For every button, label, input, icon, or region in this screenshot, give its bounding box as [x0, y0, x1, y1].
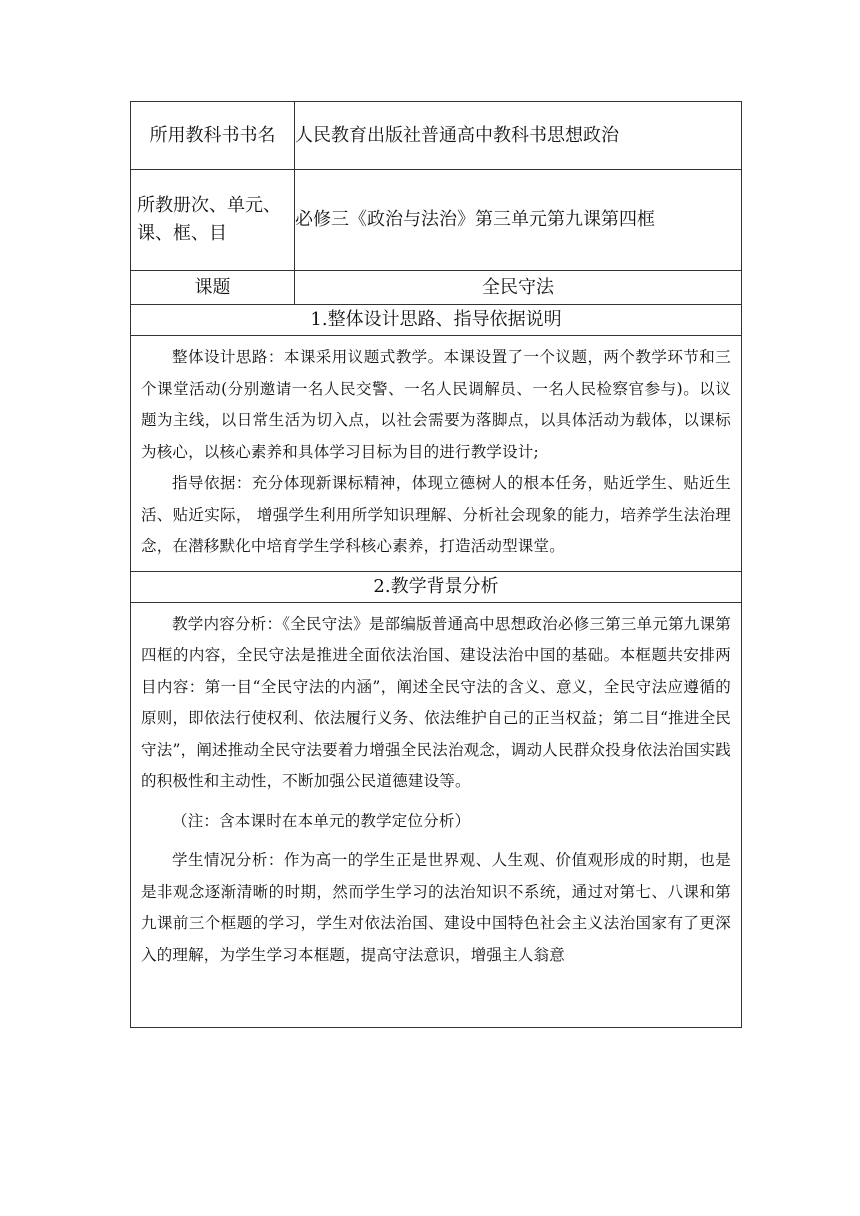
volume-label: 所教册次、单元、课、框、目 [131, 170, 295, 271]
textbook-label: 所用教科书书名 [131, 102, 295, 170]
note-paragraph: （注：含本课时在本单元的教学定位分析） [172, 811, 471, 830]
guidance-paragraph: 指导依据：充分体现新课标精神，体现立德树人的根本任务，贴近学生、贴近生活、贴近实际， 增强学生利用所学知识理解、分析社会现象的能力，培养学生法治理念，在潜移默化中培育学生学科核心素养，打造活动型课堂。 [141, 474, 731, 555]
section2-body [131, 602, 742, 1027]
section2-body-row [131, 602, 742, 1027]
section1-body-row [131, 336, 742, 572]
section1-body [131, 336, 742, 572]
topic-value: 全民守法 [295, 271, 742, 305]
student-analysis-paragraph: 学生情况分析：作为高一的学生正是世界观、人生观、价值观形成的时期，也是是非观念逐渐清晰的时期，然而学生学习的法治知识不系统，通过对第七、八课和第九课前三个框题的学习，学生对依法治国、建设中国特色社会主义法治国家有了更深入的理解，为学生学习本框题，提高守法意识，增强主人翁意 [141, 851, 731, 964]
content-analysis-paragraph: 教学内容分析：《全民守法》是部编版普通高中思想政治必修三第三单元第九课第四框的内容，全民守法是推进全面依法治国、建设法治中国的基础。本框题共安排两目内容：第一目“全民守法的内涵”，阐述全民守法的含义、意义，全民守法应遵循的原则，即依法行使权利、依法履行义务、依法维护自己的正当权益；第二目“推进全民守法”，阐述推动全民守法要着力增强全民法治观念，调动人民群众投身依法治国实践的积极性和主动性，不断加强公民道德建设等。 [141, 614, 731, 790]
design-idea-paragraph: 整体设计思路：本课采用议题式教学。本课设置了一个议题，两个教学环节和三个课堂活动(分别邀请一名人民交警、一名人民调解员、一名人民检察官参与)。以议题为主线，以日常生活为切入点，以社会需要为落脚点，以具体活动为载体，以课标为核心，以核心素养和具体学习目标为目的进行教学设计; [141, 348, 731, 461]
textbook-value: 人民教育出版社普通高中教科书思想政治 [295, 102, 742, 170]
section1-heading: 1.整体设计思路、指导依据说明 [131, 305, 742, 336]
lesson-plan-table [130, 101, 742, 1028]
topic-row [131, 271, 742, 305]
section2-heading: 2.教学背景分析 [131, 571, 742, 602]
volume-row [131, 170, 742, 271]
textbook-row [131, 102, 742, 170]
topic-label: 课题 [131, 271, 295, 305]
section2-heading-row [131, 571, 742, 602]
volume-value: 必修三《政治与法治》第三单元第九课第四框 [295, 170, 742, 271]
section1-heading-row [131, 305, 742, 336]
